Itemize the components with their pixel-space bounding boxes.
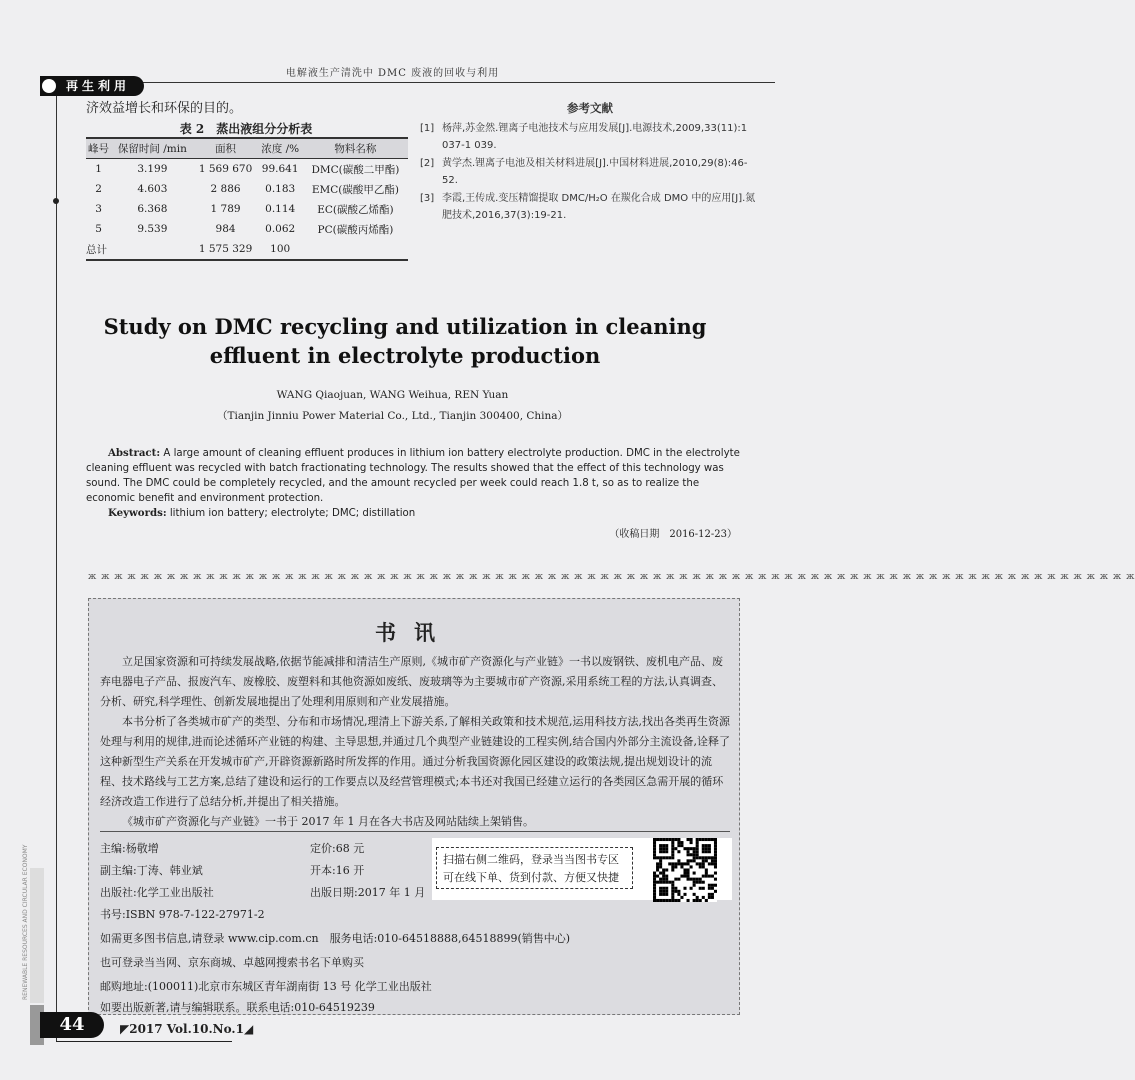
ornament-divider: ж ж ж ж ж ж ж ж ж ж ж ж ж ж ж ж ж ж ж ж ж ж ж ж ж ж ж ж ж ж ж ж ж ж ж ж ж ж ж ж ж ж ж ж ж ж ж ж ж ж ж ж ж ж ж ж ж ж ж ж ж ж ж ж ж ж ж ж ж ж ж ж ж ж ж ж ж ж ж ж	[88, 572, 1135, 582]
lead-text: 济效益增长和环保的目的。	[86, 101, 243, 116]
badge-circle-icon	[42, 79, 56, 93]
table-cell: 3.199	[137, 163, 168, 175]
paragraph: 《城市矿产资源化与产业链》一书于 2017 年 1 月在各大书店及网站陆续上架销售。	[122, 815, 534, 828]
price: 定价:68 元	[310, 842, 365, 855]
section-badge: 再生利用	[40, 76, 144, 96]
deputy-editor: 副主编:丁涛、韩业斌	[100, 864, 203, 877]
table-row	[86, 199, 408, 219]
margin-rule	[56, 80, 57, 1042]
references-heading: 参考文献	[567, 101, 613, 115]
side-strip	[30, 868, 44, 1003]
book-notice-title: 书讯	[375, 620, 453, 645]
table-row	[86, 179, 408, 199]
qr-code-icon[interactable]	[653, 838, 717, 902]
book-notice-body	[100, 652, 730, 832]
table-cell	[111, 239, 193, 260]
table-cell: 9.539	[137, 223, 168, 235]
ref-num: [1]	[420, 123, 435, 134]
page-number: 44	[40, 1012, 104, 1038]
issue-label: ◤2017 Vol.10.No.1◢	[120, 1022, 254, 1036]
paragraph: 本书分析了各类城市矿产的类型、分布和市场情况,理清上下游关系,了解相关政策和技术规范,运用科技方法,找出各类再生资源处理与利用的规律,进而论述循环产业链的构建、主导思想,并通过几个典型产业链建设的工程实例,结合国内外部分主流设备,诠释了这种新型生产关系在开发城市矿产,开辟资源新路时所发挥的作用。通过分析我国资源化园区建设的政策法规,提出规划设计的流程、技术路线与工艺方案,总结了建设和运行的工作要点以及经营管理模式;本书还对我国已经建立运行的各类园区急需开展的循环经济改造工作进行了总结分析,并提出了相关措施。	[100, 715, 730, 808]
table-cell: 1 569 670	[198, 163, 253, 175]
table-cell: 3	[95, 203, 102, 215]
qr-note-line: 扫描右侧二维码，登录当当图书专区	[443, 853, 619, 866]
issue-text: 2017 Vol.10.No.1	[129, 1022, 244, 1036]
ref-num: [3]	[420, 193, 435, 204]
side-text: RENEWABLE RESOURCES AND CIRCULAR ECONOMY	[22, 844, 29, 1000]
abstract-label: Abstract:	[108, 447, 161, 459]
reference-item	[420, 155, 760, 189]
abstract-text: A large amount of cleaning effluent produces in lithium ion battery electrolyte production. DMC in the electrolyte cleaning effluent was recycled with batch fractionating technology. The results showed that the effect of this technology was sound. The DMC could be completely recycled, and the amount recycled per week could reach 1.8 t, so as to realize the economic benefit and environment protection.	[86, 448, 740, 504]
table-cell: 0.062	[265, 223, 296, 235]
editor: 主编:杨敬增	[100, 842, 159, 855]
publisher: 出版社:化学工业出版社	[100, 886, 214, 899]
ref-text: 杨萍,苏金然.锂离子电池技术与应用发展[J].电源技术,2009,33(11):1 037-1 039.	[442, 123, 748, 151]
buy-online: 也可登录当当网、京东商城、卓越网搜索书名下单购买	[100, 956, 364, 969]
ref-num: [2]	[420, 158, 435, 169]
keywords	[86, 507, 762, 519]
keywords-text: lithium ion battery; electrolyte; DMC; distillation	[169, 508, 416, 519]
table-cell: 5	[95, 223, 102, 235]
header-rule	[120, 82, 775, 83]
table-cell: 984	[215, 223, 236, 235]
table-cell: EMC(碳酸甲乙酯)	[311, 183, 399, 196]
table-cell: PC(碳酸丙烯酯)	[317, 223, 394, 236]
table-caption: 表 2 蒸出液组分分析表	[179, 122, 313, 136]
ref-text: 李霞,王传成.变压精馏提取 DMC/H₂O 在羰化合成 DMO 中的应用[J].氮肥技术,2016,37(3):19-21.	[442, 193, 756, 221]
footer-rule	[56, 1041, 232, 1042]
table-cell: 1	[95, 163, 102, 175]
table-cell: 0.114	[265, 203, 296, 215]
table-row	[86, 159, 408, 180]
col-header: 面积	[194, 138, 258, 159]
table-cell	[303, 239, 408, 260]
reference-item	[420, 190, 760, 224]
received-date: （收稿日期 2016-12-23）	[609, 529, 737, 540]
qr-note	[436, 847, 633, 889]
more-info: 如需更多图书信息,请登录 www.cip.com.cn 服务电话:010-64518888,64518899(销售中心)	[100, 932, 571, 945]
mail-address: 邮购地址:(100011)北京市东城区青年湖南街 13 号 化学工业出版社	[100, 980, 432, 993]
table-cell: DMC(碳酸二甲酯)	[311, 163, 400, 176]
pub-date: 出版日期:2017 年 1 月	[310, 886, 426, 899]
table-cell: 4.603	[137, 183, 168, 195]
keywords-label: Keywords:	[108, 507, 167, 519]
table-cell: 2	[95, 183, 102, 195]
affiliation: （Tianjin Jinniu Power Material Co., Ltd., Tianjin 300400, China）	[216, 410, 569, 422]
ref-text: 黄学杰.锂离子电池及相关材料进展[J].中国材料进展,2010,29(8):46-52.	[442, 158, 748, 186]
margin-dot	[53, 198, 59, 204]
running-title: 电解液生产清洗中 DMC 废液的回收与利用	[285, 68, 500, 79]
authors: WANG Qiaojuan, WANG Weihua, REN Yuan	[276, 389, 509, 401]
table-row	[86, 239, 408, 260]
table-cell: 总计	[86, 239, 111, 260]
table-cell: 1 575 329	[194, 239, 258, 260]
paragraph: 立足国家资源和可持续发展战略,依据节能减排和清洁生产原则,《城市矿产资源化与产业链》一书以废钢铁、废机电产品、废弃电器电子产品、报废汽车、废橡胶、废塑料和其他资源如废纸、废玻璃等为主要城市矿产资源,采用系统工程的方法,认真调查、分析、研究,科学理性、创新发展地提出了处理利用原则和产业发展措施。	[100, 655, 723, 708]
table-cell: 0.183	[265, 183, 296, 195]
table-cell: 2 886	[210, 183, 241, 195]
references	[420, 100, 760, 225]
reference-item	[420, 120, 760, 154]
table-cell: 100	[258, 239, 303, 260]
qr-note-line: 可在线下单、货到付款、方便又快捷	[443, 871, 619, 884]
col-header: 浓度 /%	[258, 138, 303, 159]
table-row	[86, 219, 408, 239]
table-cell: EC(碳酸乙烯酯)	[317, 203, 394, 216]
data-table	[86, 137, 408, 261]
divider	[100, 831, 730, 832]
isbn: 书号:ISBN 978-7-122-27971-2	[100, 908, 265, 921]
table-cell: 1 789	[210, 203, 241, 215]
abstract	[86, 446, 740, 506]
col-header: 峰号	[86, 138, 111, 159]
col-header: 物料名称	[303, 138, 408, 159]
article-title: Study on DMC recycling and utilization in cleaning effluent in electrolyte production	[103, 314, 707, 368]
contact: 如要出版新著,请与编辑联系。联系电话:010-64519239	[100, 1001, 375, 1014]
col-header: 保留时间 /min	[111, 138, 193, 159]
format: 开本:16 开	[310, 864, 365, 877]
table-cell: 99.641	[261, 163, 299, 175]
table-cell: 6.368	[137, 203, 168, 215]
